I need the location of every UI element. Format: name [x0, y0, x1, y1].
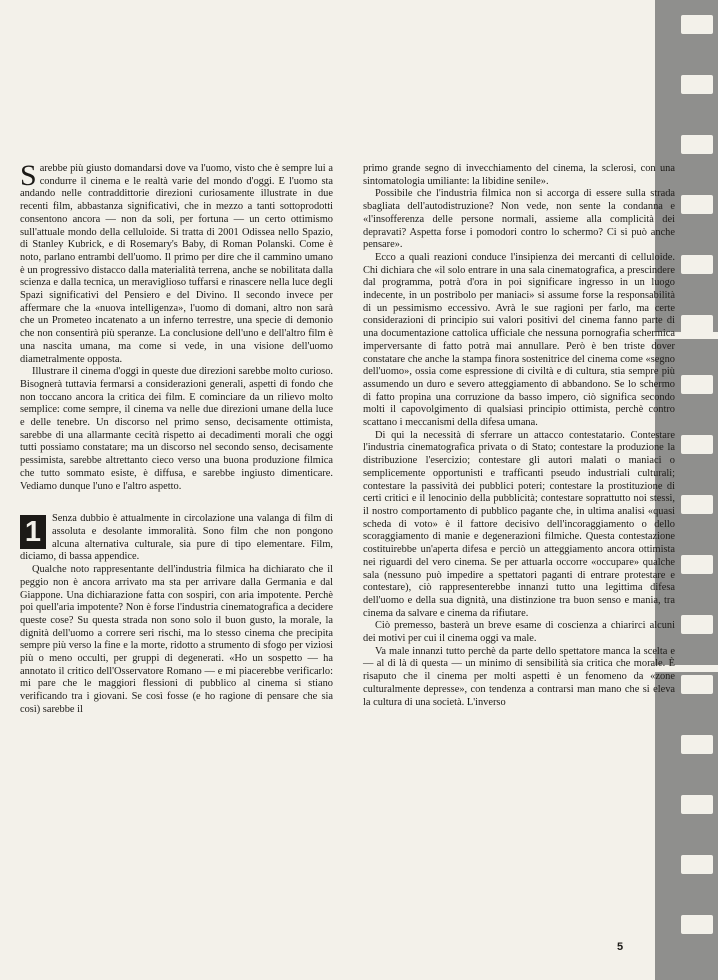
film-sprocket-hole — [681, 495, 713, 514]
paragraph-text: Senza dubbio è attualmente in circolazione una valanga di film di assoluta e desolante immoralità. Sono film che non pongono alcuna alternativa culturale, sia pure di tipo elementare. Film, diciamo, di bassa appendice. — [20, 513, 333, 563]
film-sprocket-hole — [681, 75, 713, 94]
page-number: 5 — [617, 941, 624, 953]
film-sprocket-hole — [681, 915, 713, 934]
film-sprocket-hole — [681, 675, 713, 694]
section-first-paragraph — [20, 513, 333, 564]
paragraph: Possibile che l'industria filmica non si accorga di essere sulla strada sbagliata dell'autodistruzione? Non vede, non sente la condanna e «l'insofferenza delle persone normali, assieme alla complicità dei depravati? Aspetta forse i pomodori contro lo schermo? Ci si può anche pensare». — [363, 188, 675, 251]
paragraph: Illustrare il cinema d'oggi in queste due direzioni sarebbe molto curioso. Bisognerà tuttavia fermarsi a considerazioni generali, aspetti di fondo che non toccano ancora la critica dei film. E cominciare da un rilievo molto semplice: come sempre, il cinema va nelle due direzioni umane della luce e delle tenebre. Un discorso nel primo senso, decisamente ottimista, sarebbe di una allarmante cecità rispetto ai decadimenti morali che oggi tutti possiamo constatare; ma un discorso nel secondo senso, decisamente pessimista, sarebbe altrettanto cieco verso una buona produzione filmica che tutto sommato esiste, è diffusa, e sarebbe ingiusto dimenticare. Vediamo dunque l'uno e l'altro aspetto. — [20, 366, 333, 492]
section-1 — [20, 513, 333, 716]
paragraph-text: arebbe più giusto domandarsi dove va l'uomo, visto che è sempre lui a condurre il cinema e le realtà varie del mondo d'oggi. E l'uomo sta andando nelle contraddittorie direzioni curiosamente illustrate in due recenti film, abbastanza significativi, che in mezzo a tanti sottoprodotti consentono ancora — non da soli, per fortuna — un certo ottimismo sull'attuale mondo della celluloide. Si tratta di 2001 Odissea nello Spazio, di Stanley Kubrick, e di Rosemary's Baby, di Roman Polanski. Come è noto, parlano entrambi dell'uomo. Il primo per dire che il cammino umano è un progressivo distacco dalla materialità terrena, anche se nobilitata dalla scienza e dalla tecnica, un meraviglioso tuffarsi e rinascere nella luce degli Spazi significativi del Pensiero e del Divino. Il secondo invece per affermare che la «nuova intelligenza», l'uomo di domani, altro non sarà che un Prometeo incatenato a un inferno terrestre, una specie di demonio che non consentirà più speranze. La conclusione dell'uno e dell'altro film è una nascita umana, ma come si vede, in una visione dell'uomo diametralmente opposta. — [20, 163, 333, 365]
paragraph: Di qui la necessità di sferrare un attacco contestatario. Contestare l'industria cinematografica privata o di Stato; contestare la produzione la distribuzione l'esercizio; contestare gli autori malati o maniaci o semplicemente opportunisti e trafficanti pseudo industriali culturali; contestare la passività dei pubblici poteri; contestare la prostituzione di certi critici e il lenocinio della pubblicità; contestare soprattutto noi stessi, il nostro comportamento di pubblico pagante che, in ultima analisi «quasi scheda di voto» è il fattore decisivo dell'incoraggiamento o dello scoraggiamento di manie e degenerazioni filmiche. Questa contestazione costituirebbe un'aperta difesa e perciò un atteggiamento ancora ottimista nei riguardi del vero cinema. Se per attuarla occorre «occupare» qualche sala (nessuno può impedire a spettatori paganti di entrare protestare e contestare), ciò rappresenterebbe innanzi tutto una legittima difesa dell'uomo e della sua dignità, una distinzione tra buon senso e mania, tra cinema da salvare e cinema da rifiutare. — [363, 429, 675, 619]
film-sprocket-hole — [681, 795, 713, 814]
film-sprocket-hole — [681, 615, 713, 634]
paragraph: Ecco a quali reazioni conduce l'insipienza dei mercanti di celluloide. Chi dichiara che «il solo entrare in una sala cinematografica, a prescindere dal programma, potrà d'ora in poi significare ingresso in un luogo indecente, in un postribolo per maniaci» si assume forse la responsabilità di un pessimismo eccessivo. Avrà le sue ragioni per farlo, ma certe considerazioni di principio sui valori positivi del cinema fanno parte di una documentazione cattolica ufficiale che nessuna pornografia schermica imperversante di fatto potrà mai annullare. Però è ben triste dover constatare che anche la stampa finora sostenitrice del cinema come «segno dell'uomo», ossia come espressione di civiltà e di cultura, stia sempre più assumendo un duro e severo atteggiamento di abbandono. Se lo schermo di fatto propina una corruzione da basso impero, ciò significa secondo molti il capovolgimento di qualsiasi principio ottimista, perchè contro scattano i meccanismi della difesa umana. — [363, 251, 675, 429]
film-sprocket-hole — [681, 855, 713, 874]
intro-paragraph — [20, 159, 333, 366]
left-column — [20, 159, 333, 717]
paragraph: Ciò premesso, basterà un breve esame di coscienza a chiarirci alcuni dei motivi per cui il cinema oggi va male. — [363, 620, 675, 645]
paragraph: Va male innanzi tutto perchè da parte dello spettatore manca la scelta e — al di là di questa — un minimo di sensibilità sia critica che morale. È risaputo che il cinema per molti aspetti è un fenomeno da «zone culturalmente depresse», con tendenza a contrarsi man mano che si eleva la cultura di una società. L'inverso — [363, 645, 675, 708]
film-sprocket-hole — [681, 735, 713, 754]
film-sprocket-hole — [681, 555, 713, 574]
paragraph: primo grande segno di invecchiamento del cinema, la sclerosi, con una sintomatologia umiliante: la libidine senile». — [363, 163, 675, 187]
paragraph: Qualche noto rappresentante dell'industria filmica ha dichiarato che il peggio non è ancora arrivato ma sta per arrivare dalla Germania e dal Giappone. Una dichiarazione fatta con sospiri, con aria impotente. Perchè poi quell'aria impotente? Non è forse l'industria cinematografica a decidere queste cose? Su questa strada non sono solo il buon gusto, la morale, la dignità dell'uomo a correre seri rischi, ma lo stesso cinema che precipita sempre più verso la fine e la morte, ridotto a strumento di sfogo per viziosi più o meno occulti, per gruppi di degenerati. «Ho un sospetto — ha annotato il critico dell'Osservatore Romano — e mi piacerebbe verificarlo: mi pare che le maggiori flessioni di pubblico al cinema si stiano verificando tra i giovani. Se così fosse (e ho ragione di pensare che sia così) sarebbe il — [20, 564, 333, 715]
film-sprocket-hole — [681, 195, 713, 214]
film-sprocket-hole — [681, 255, 713, 274]
right-column — [363, 163, 675, 709]
drop-cap: S — [20, 159, 37, 192]
section-number-badge: 1 — [20, 515, 46, 549]
film-sprocket-hole — [681, 375, 713, 394]
film-sprocket-hole — [681, 15, 713, 34]
film-sprocket-hole — [681, 435, 713, 454]
film-sprocket-hole — [681, 135, 713, 154]
